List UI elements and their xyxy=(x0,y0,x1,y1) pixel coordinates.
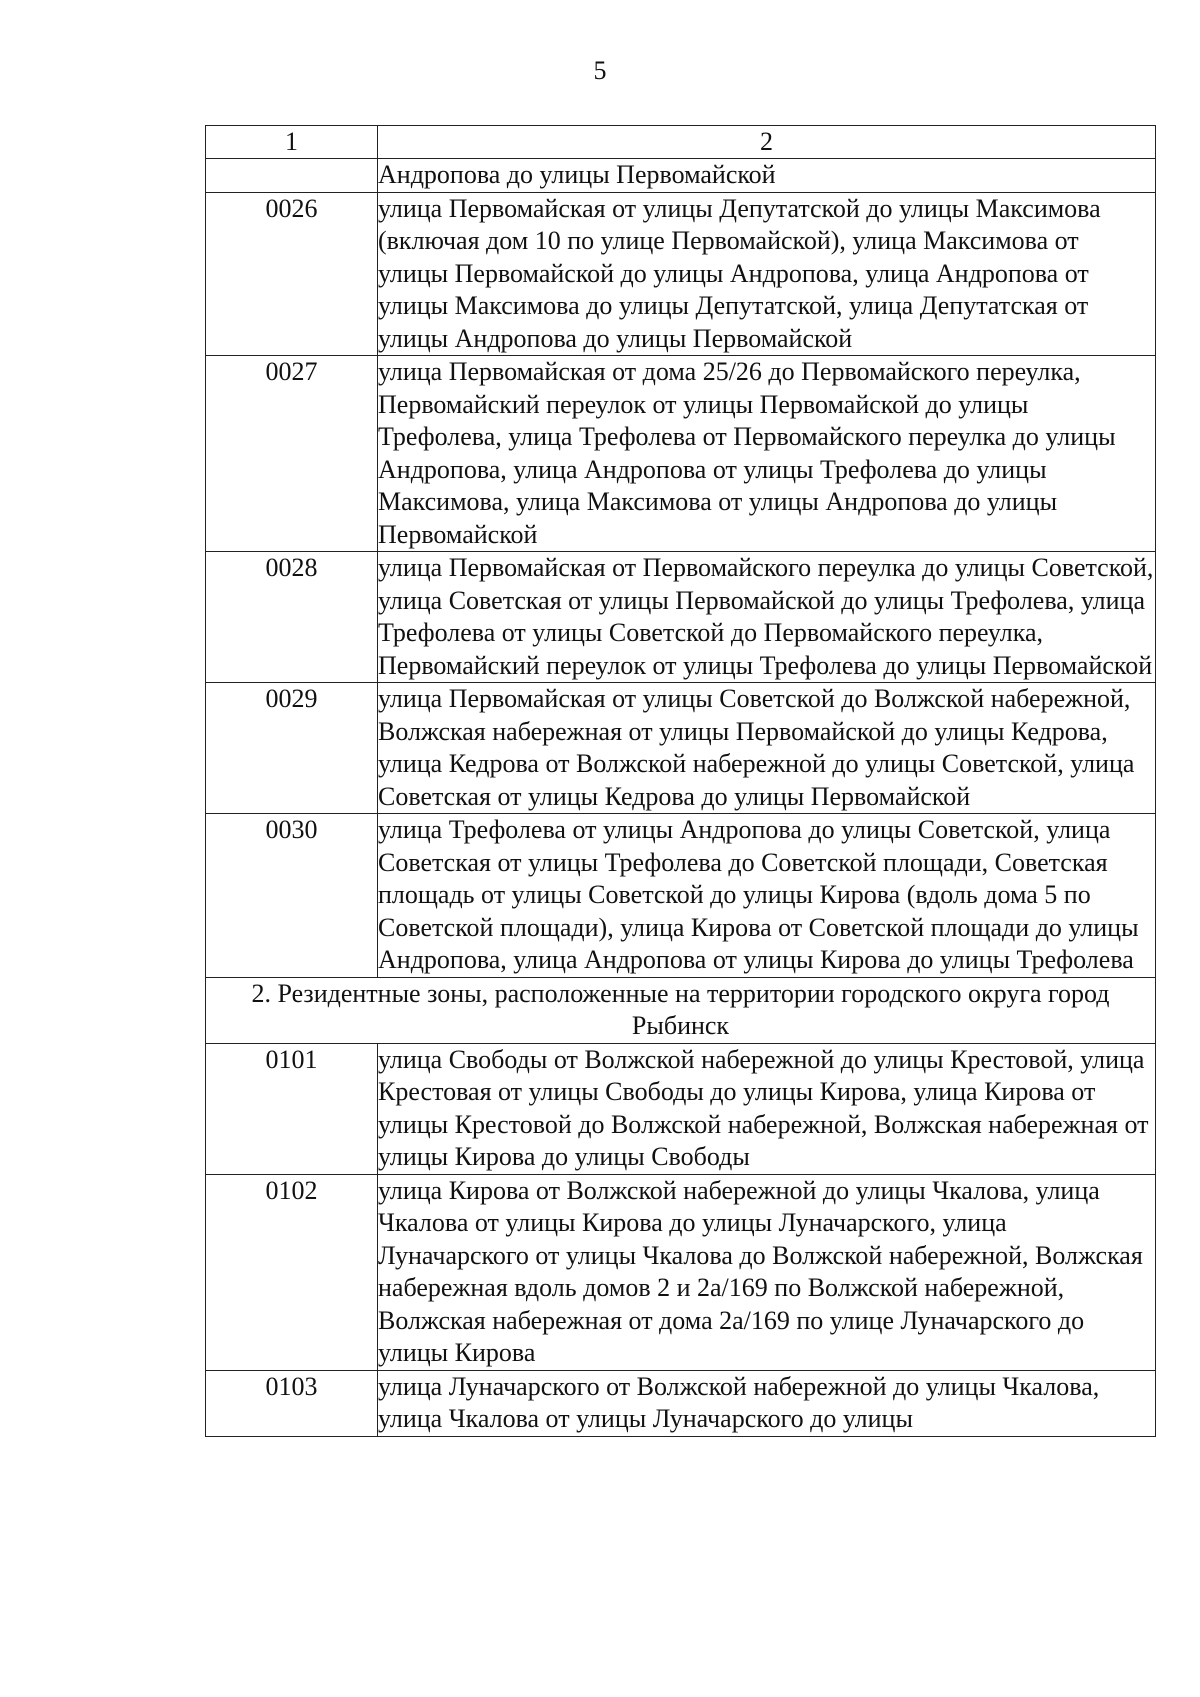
table-row xyxy=(206,1043,1156,1174)
table-row xyxy=(206,552,1156,683)
zone-code: 0101 xyxy=(206,1043,378,1174)
table-row xyxy=(206,192,1156,356)
column-header-1: 1 xyxy=(206,126,378,159)
zone-code: 0026 xyxy=(206,192,378,356)
table-row xyxy=(206,814,1156,978)
zone-code: 0030 xyxy=(206,814,378,978)
zone-address: Андропова до улицы Первомайской xyxy=(378,159,1156,193)
zone-code: 0102 xyxy=(206,1174,378,1370)
zone-code: 0029 xyxy=(206,683,378,814)
zone-address: улица Трефолева от улицы Андропова до улицы Советской, улица Советская от улицы Трефолева до Советской площади, Советская площадь от улицы Советской до улицы Кирова (вдоль дома 5 по Советской площади), улица Кирова от Советской площади до улицы Андропова, улица Андропова от улицы Кирова до улицы Трефолева xyxy=(378,814,1156,978)
zone-address: улица Свободы от Волжской набережной до улицы Крестовой, улица Крестовая от улицы Свободы до улицы Кирова, улица Кирова от улицы Крестовой до Волжской набережной, Волжская набережная от улицы Кирова до улицы Свободы xyxy=(378,1043,1156,1174)
zone-address: улица Первомайская от улицы Советской до Волжской набережной, Волжская набережная от улицы Первомайской до улицы Кедрова, улица Кедрова от Волжской набережной до улицы Советской, улица Советская от улицы Кедрова до улицы Первомайской xyxy=(378,683,1156,814)
zone-code: 0027 xyxy=(206,356,378,552)
zone-address: улица Луначарского от Волжской набережной до улицы Чкалова, улица Чкалова от улицы Луначарского до улицы xyxy=(378,1370,1156,1436)
zone-code: 0103 xyxy=(206,1370,378,1436)
zone-address: улица Первомайская от дома 25/26 до Первомайского переулка, Первомайский переулок от улицы Первомайской до улицы Трефолева, улица Трефолева от Первомайского переулка до улицы Андропова, улица Андропова от улицы Трефолева до улицы Максимова, улица Максимова от улицы Андропова до улицы Первомайской xyxy=(378,356,1156,552)
zones-table xyxy=(205,125,1156,1437)
section-title: 2. Резидентные зоны, расположенные на территории городского округа город Рыбинск xyxy=(206,977,1156,1043)
page-number: 5 xyxy=(593,56,607,85)
table-row xyxy=(206,356,1156,552)
table-row-continuation xyxy=(206,159,1156,193)
zone-address: улица Первомайская от улицы Депутатской до улицы Максимова (включая дом 10 по улице Первомайской), улица Максимова от улицы Первомайской до улицы Андропова, улица Андропова от улицы Максимова до улицы Депутатской, улица Депутатская от улицы Андропова до улицы Первомайской xyxy=(378,192,1156,356)
table-header-row xyxy=(206,126,1156,159)
zone-address: улица Кирова от Волжской набережной до улицы Чкалова, улица Чкалова от улицы Кирова до улицы Луначарского, улица Луначарского от улицы Чкалова до Волжской набережной, Волжская набережная вдоль домов 2 и 2а/169 по Волжской набережной, Волжская набережная от дома 2а/169 по улице Луначарского до улицы Кирова xyxy=(378,1174,1156,1370)
table-row xyxy=(206,683,1156,814)
zone-code: 0028 xyxy=(206,552,378,683)
table-row xyxy=(206,1174,1156,1370)
column-header-2: 2 xyxy=(378,126,1156,159)
zone-code xyxy=(206,159,378,193)
table-row xyxy=(206,1370,1156,1436)
zone-address: улица Первомайская от Первомайского переулка до улицы Советской, улица Советская от улицы Первомайской до улицы Трефолева, улица Трефолева от улицы Советской до Первомайского переулка, Первомайский переулок от улицы Трефолева до улицы Первомайской xyxy=(378,552,1156,683)
section-row xyxy=(206,977,1156,1043)
